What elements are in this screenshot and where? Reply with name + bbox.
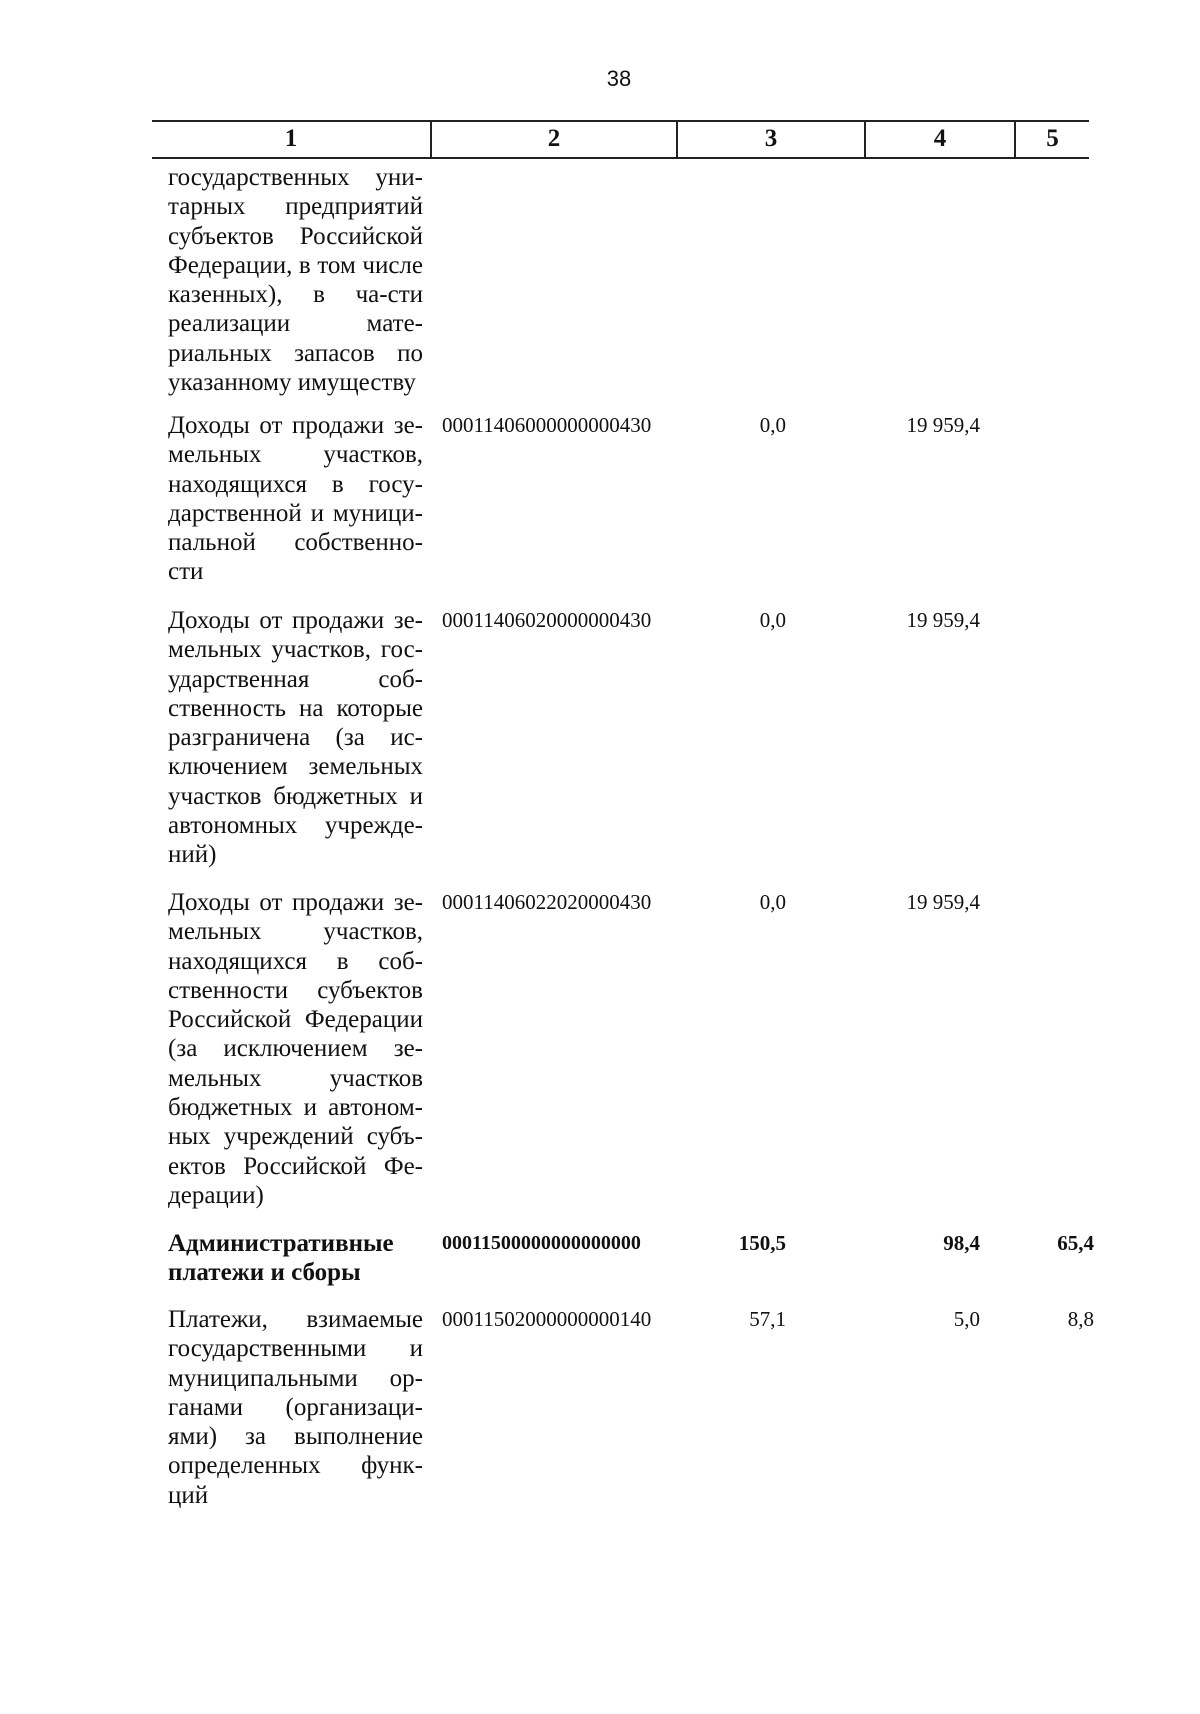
row-description: Доходы от продажи зе-мельных участков, находящихся в соб-ственности субъектов Российской Федерации (за исключением зе-мельных участков бюджетных и автоном-ных учреждений субъ-ектов Российской Фе-дерации) — [168, 889, 423, 1209]
budget-code: 00011406020000000430 — [442, 608, 652, 632]
value-column-4: 19 959,4 — [906, 608, 980, 632]
value-column-4: 5,0 — [953, 1307, 980, 1331]
column-header-3: 3 — [678, 122, 866, 157]
value-column-4: 98,4 — [943, 1231, 980, 1255]
column-header-4: 4 — [866, 122, 1016, 157]
budget-code: 00011406022020000430 — [442, 890, 652, 914]
column-header-1: 1 — [152, 122, 432, 157]
budget-code: 00011502000000000140 — [442, 1307, 652, 1331]
value-column-4: 19 959,4 — [906, 413, 980, 437]
row-description: Доходы от продажи зе-мельных участков, гос-ударственная соб-ственность на которые разграничена (за ис-ключением земельных участков бюджетных и автономных учрежде-ний) — [168, 607, 423, 869]
value-column-5: 65,4 — [1057, 1231, 1094, 1255]
column-header-5: 5 — [1046, 125, 1059, 152]
row-description: государственных уни-тарных предприятий субъектов Российской Федерации, в том числе казенных), в ча-сти реализации мате-риальных запасов по указанному имуществу — [168, 164, 423, 397]
value-column-3: 57,1 — [749, 1307, 786, 1331]
budget-code: 00011500000000000000 — [442, 1232, 641, 1254]
row-description: Административные платежи и сборы — [168, 1230, 394, 1287]
table-header — [152, 120, 1089, 159]
value-column-3: 0,0 — [759, 608, 786, 632]
value-column-3: 150,5 — [738, 1231, 786, 1255]
column-header-2: 2 — [432, 122, 678, 157]
page-number: 38 — [606, 66, 632, 91]
value-column-3: 0,0 — [759, 413, 786, 437]
value-column-5: 8,8 — [1067, 1307, 1094, 1331]
value-column-3: 0,0 — [759, 890, 786, 914]
row-description: Доходы от продажи зе-мельных участков, находящихся в госу-дарственной и муници-пальной собственно-сти — [168, 412, 423, 586]
budget-code: 00011406000000000430 — [442, 413, 652, 437]
value-column-4: 19 959,4 — [906, 890, 980, 914]
row-description: Платежи, взимаемые государственными и муниципальными ор-ганами (организаци-ями) за выполнение определенных функ-ций — [168, 1306, 423, 1509]
